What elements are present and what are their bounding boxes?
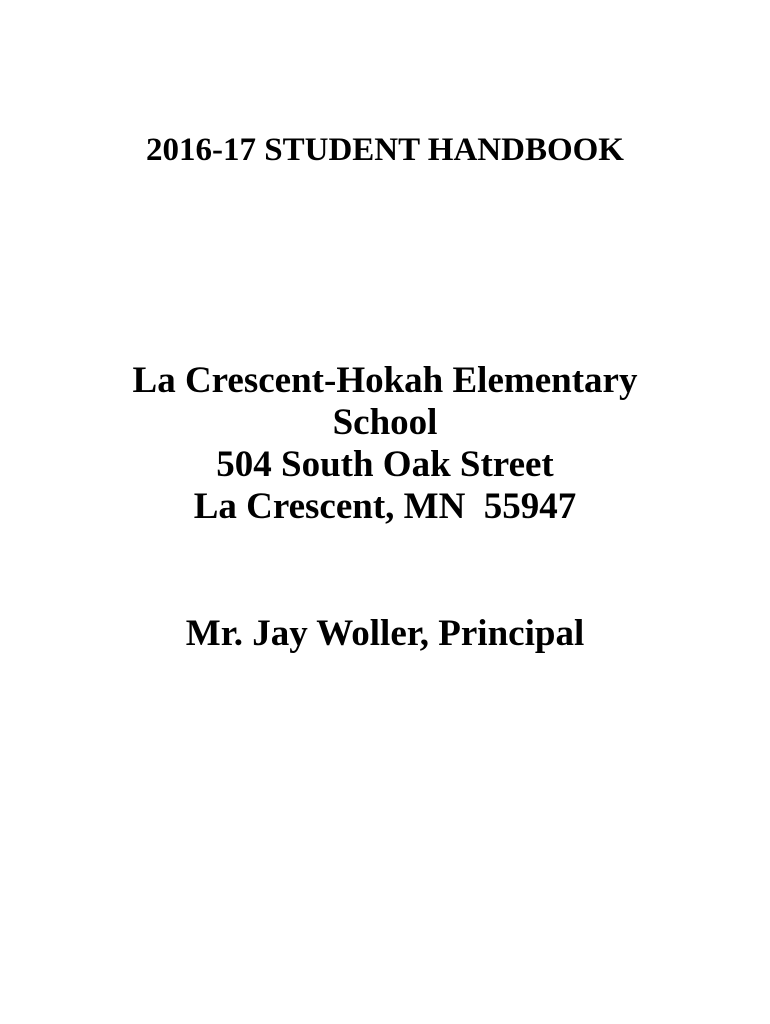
school-name-line-2: School <box>332 402 438 443</box>
principal-name: Mr. Jay Woller, Principal <box>185 613 585 654</box>
street-address: 504 South Oak Street <box>216 444 554 485</box>
school-name-line-1: La Crescent-Hokah Elementary <box>132 360 638 401</box>
city-state-zip: La Crescent, MN 55947 <box>193 486 577 527</box>
school-address-block <box>0 360 770 528</box>
handbook-title: 2016-17 STUDENT HANDBOOK <box>146 132 624 168</box>
